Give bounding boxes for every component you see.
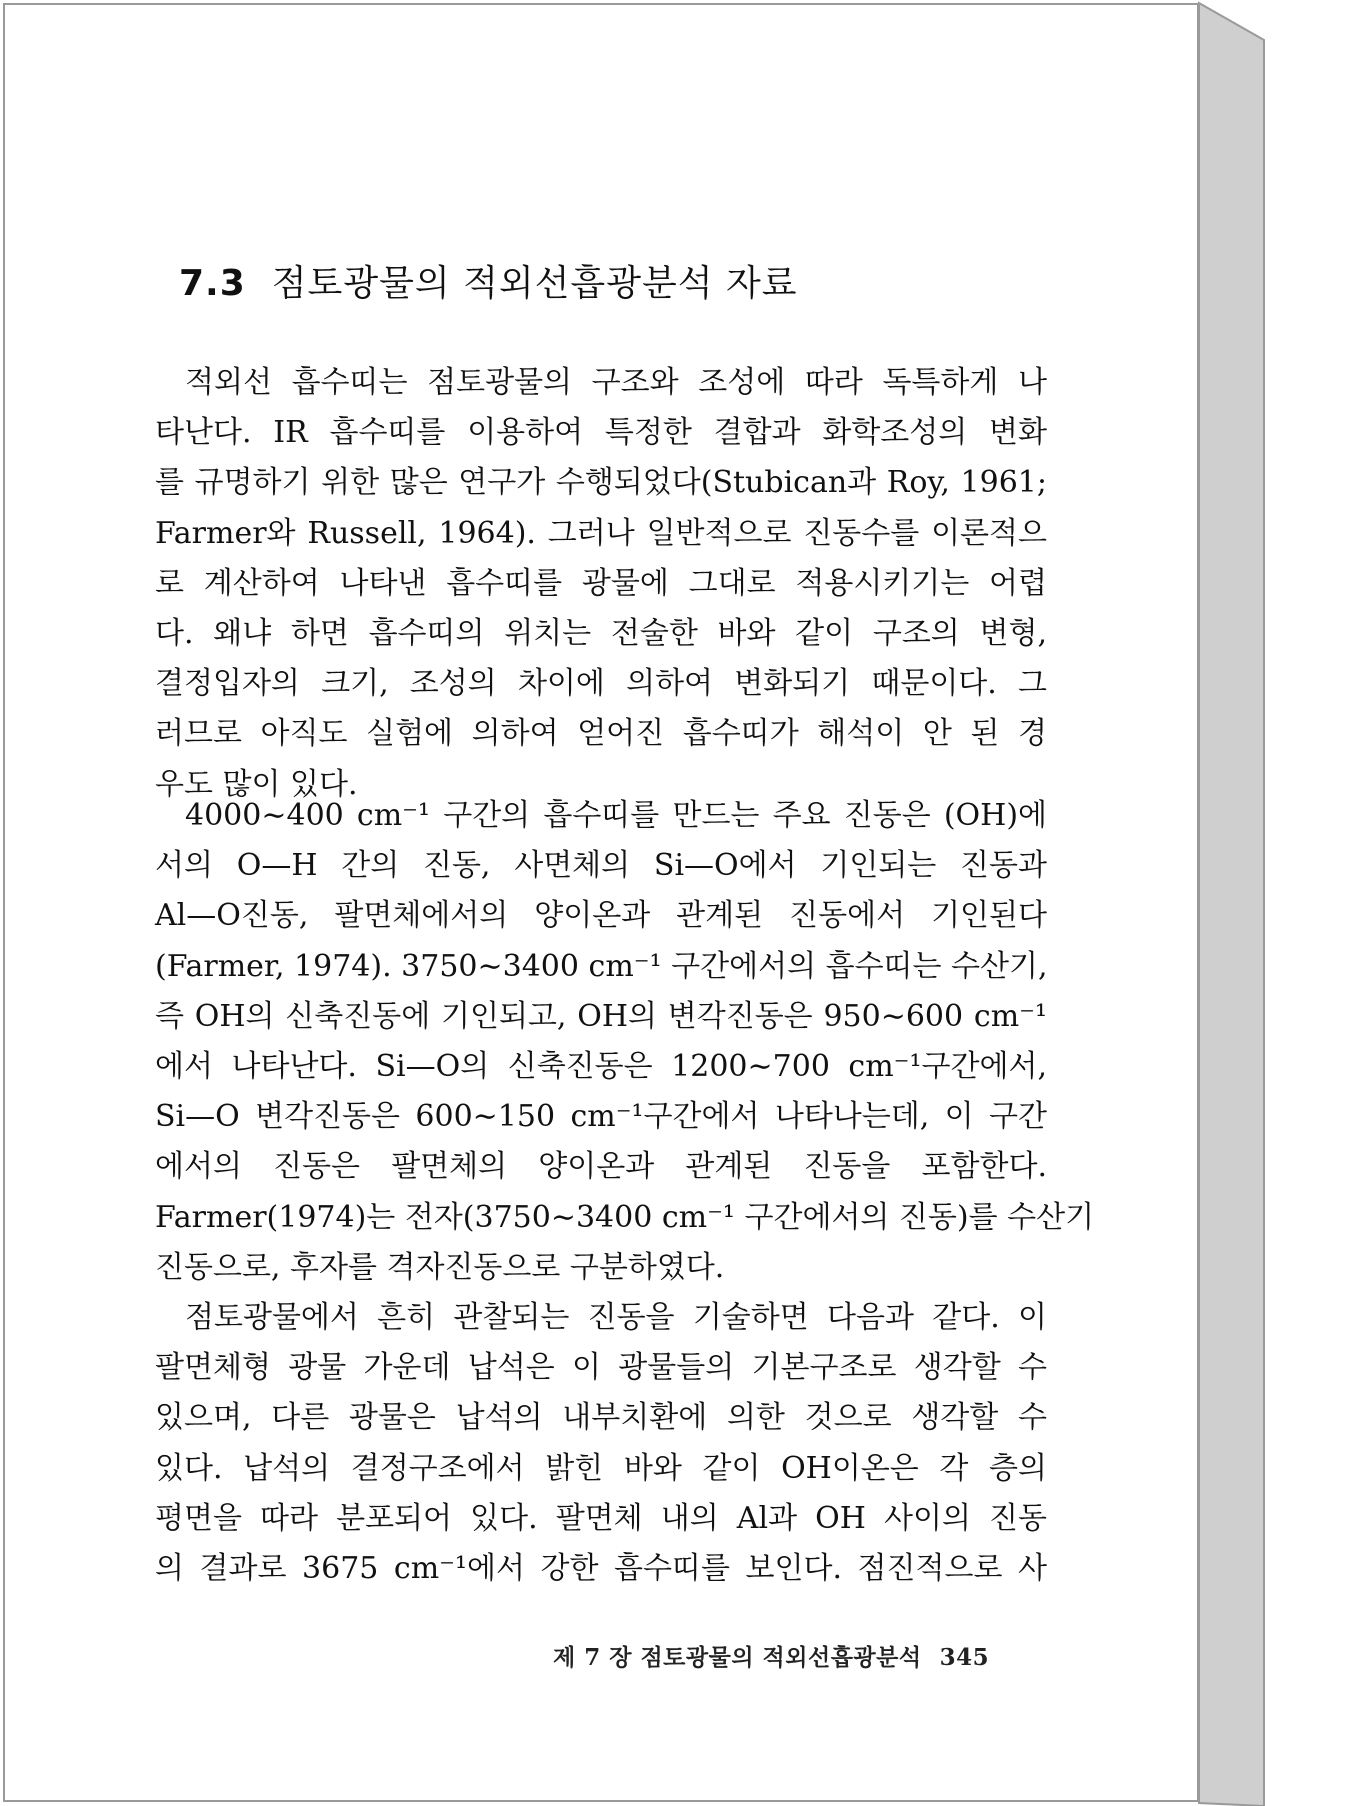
text-line: 에서 나타난다. Si—O의 신축진동은 1200∼700 cm⁻¹구간에서, [155, 1048, 1047, 1084]
text-line: Farmer(1974)는 전자(3750∼3400 cm⁻¹ 구간에서의 진동)를 수산기 [155, 1199, 1095, 1235]
text-line: 에서의 진동은 팔면체의 양이온과 관계된 진동을 포함한다. [155, 1149, 1047, 1185]
book-page [3, 3, 1199, 1802]
text-line: 있으며, 다른 광물은 납석의 내부치환에 의한 것으로 생각할 수 [155, 1400, 1047, 1436]
page-number: 345 [939, 1644, 990, 1671]
paragraph-1 [155, 358, 1047, 810]
text-line: 진동으로, 후자를 격자진동으로 구분하였다. [155, 1249, 725, 1285]
text-line: (Farmer, 1974). 3750∼3400 cm⁻¹ 구간에서의 흡수띠는 수산기, [155, 948, 1048, 984]
paragraph-2 [155, 791, 1095, 1293]
text-line: 평면을 따라 분포되어 있다. 팔면체 내의 Al과 OH 사이의 진동 [155, 1500, 1047, 1536]
section-number: 7.3 [179, 263, 246, 304]
text-line: 즉 OH의 신축진동에 기인되고, OH의 변각진동은 950∼600 cm⁻¹ [155, 998, 1047, 1034]
text-line: 의 결과로 3675 cm⁻¹에서 강한 흡수띠를 보인다. 점진적으로 사 [155, 1550, 1047, 1586]
text-line: Si—O 변각진동은 600∼150 cm⁻¹구간에서 나타나는데, 이 구간 [155, 1099, 1047, 1135]
running-footer [553, 1639, 989, 1672]
text-line: Farmer와 Russell, 1964). 그러나 일반적으로 진동수를 이론적으 [155, 515, 1047, 551]
section-heading [179, 255, 798, 306]
text-line: 팔면체형 광물 가운데 납석은 이 광물들의 기본구조로 생각할 수 [155, 1350, 1047, 1386]
text-line: Al—O진동, 팔면체에서의 양이온과 관계된 진동에서 기인된다 [155, 898, 1047, 934]
paragraph-3 [155, 1293, 1047, 1594]
text-line: 4000∼400 cm⁻¹ 구간의 흡수띠를 만드는 주요 진동은 (OH)에 [185, 798, 1047, 833]
text-line: 결정입자의 크기, 조성의 차이에 의하여 변화되기 때문이다. 그 [155, 666, 1047, 702]
section-title: 점토광물의 적외선흡광분석 자료 [271, 263, 798, 304]
text-line: 타난다. IR 흡수띠를 이용하여 특정한 결합과 화학조성의 변화 [155, 415, 1047, 451]
text-line: 있다. 납석의 결정구조에서 밝힌 바와 같이 OH이온은 각 층의 [155, 1450, 1047, 1486]
footer-chapter: 제 7 장 점토광물의 적외선흡광분석 [553, 1644, 922, 1671]
text-line: 를 규명하기 위한 많은 연구가 수행되었다(Stubican과 Roy, 1961; [155, 465, 1047, 501]
text-line: 러므로 아직도 실험에 의하여 얻어진 흡수띠가 해석이 안 된 경 [155, 716, 1047, 752]
text-line: 서의 O—H 간의 진동, 사면체의 Si—O에서 기인되는 진동과 [155, 848, 1047, 884]
text-line: 점토광물에서 흔히 관찰되는 진동을 기술하면 다음과 같다. 이 [185, 1300, 1047, 1335]
text-line: 우도 많이 있다. [155, 766, 358, 802]
text-line: 로 계산하여 나타낸 흡수띠를 광물에 그대로 적용시키기는 어렵 [155, 565, 1047, 601]
text-line: 다. 왜냐 하면 흡수띠의 위치는 전술한 바와 같이 구조의 변형, [155, 615, 1047, 651]
text-line: 적외선 흡수띠는 점토광물의 구조와 조성에 따라 독특하게 나 [185, 365, 1047, 400]
